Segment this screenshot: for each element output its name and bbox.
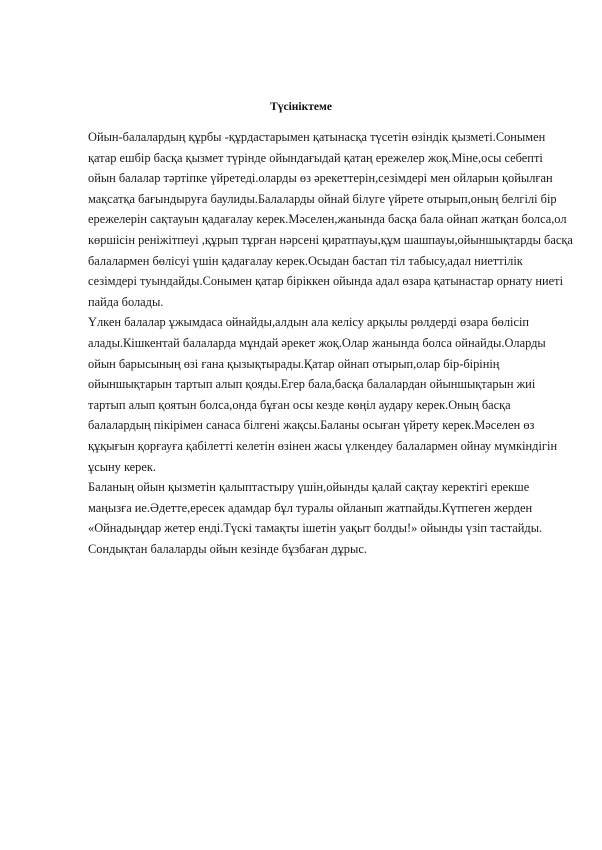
text-line: «Ойнадыңдар жетер енді.Түскі тамақты ішетін уақыт болды!» ойынды үзіп тастайды. [88,521,543,536]
text-line: маңызға ие.Әдетте,ересек адамдар бұл туралы ойланып жатпайды.Күтпеген жерден [88,500,533,515]
text-line: ережелерін сақтауын қадағалау керек.Мәселен,жанында басқа бала ойнап жатқан болса,ол [88,212,567,227]
text-line: құқығын қорғауға қабілетті келетін өзінен жасы үлкендеу балалармен ойнау мүмкіндігін [88,438,558,453]
document-title: Түсініктеме [270,101,332,113]
text-line: алады.Кішкентай балаларда мұндай әрекет жоқ.Олар жанында болса ойнайды.Оларды [88,335,546,350]
text-line: ұсыну керек. [88,459,156,474]
text-line: ойын балалар тәртіпке үйретеді.оларды өз әрекеттерін,сезімдері мен ойларын қойылған [88,171,553,186]
text-line: қатар ешбір басқа қызмет түрінде ойындағыдай қатаң ережелер жоқ.Міне,осы себепті [88,150,543,165]
text-line: ойын барысының өзі ғана қызықтырады.Қатар ойнап отырып,олар бір-бірінің [88,356,500,371]
text-line: Баланың ойын қызметін қалыптастыру үшін,ойынды қалай сақтау керектігі ерекше [88,480,530,495]
text-line: Сондықтан балаларды ойын кезінде бұзбаған дұрыс. [88,541,367,556]
text-line: балалардың пікірімен санаса білгені жақсы.Баланы осыған үйрету керек.Мәселен өз [88,418,535,433]
text-line: ойыншықтарын тартып алып қояды.Егер бала,басқа балалардан ойыншықтарын жиі [88,377,536,392]
text-line: көршісін реніжітпеуі ,құрып тұрған нәрсені қиратпауы,құм шашпауы,ойыншықтарды басқа [88,232,573,247]
text-line: Ойын-балалардың құрбы -құрдастарымен қатынасқа түсетін өзіндік қызметі.Сонымен [88,130,546,144]
text-line: балалармен бөлісуі үшін қадағалау керек.Осыдан бастап тіл табысу,адал ниеттілік [88,253,523,268]
document-body [88,127,573,559]
text-line: мақсатқа бағындыруға баулиды.Балаларды ойнай білуге үйрете отырып,оның белгілі бір [88,191,557,206]
text-line: тартып алып қоятын болса,онда бұған осы кезде көңіл аудару керек.Оның басқа [88,397,511,412]
text-line: Үлкен балалар ұжымдаса ойнайды,алдын ала келісу арқылы рөлдерді өзара бөлісіп [88,315,530,330]
text-line: сезімдері туындайды.Сонымен қатар біріккен ойында адал өзара қатынастар орнату ниеті [88,274,564,289]
text-line: пайда болады. [88,294,164,309]
